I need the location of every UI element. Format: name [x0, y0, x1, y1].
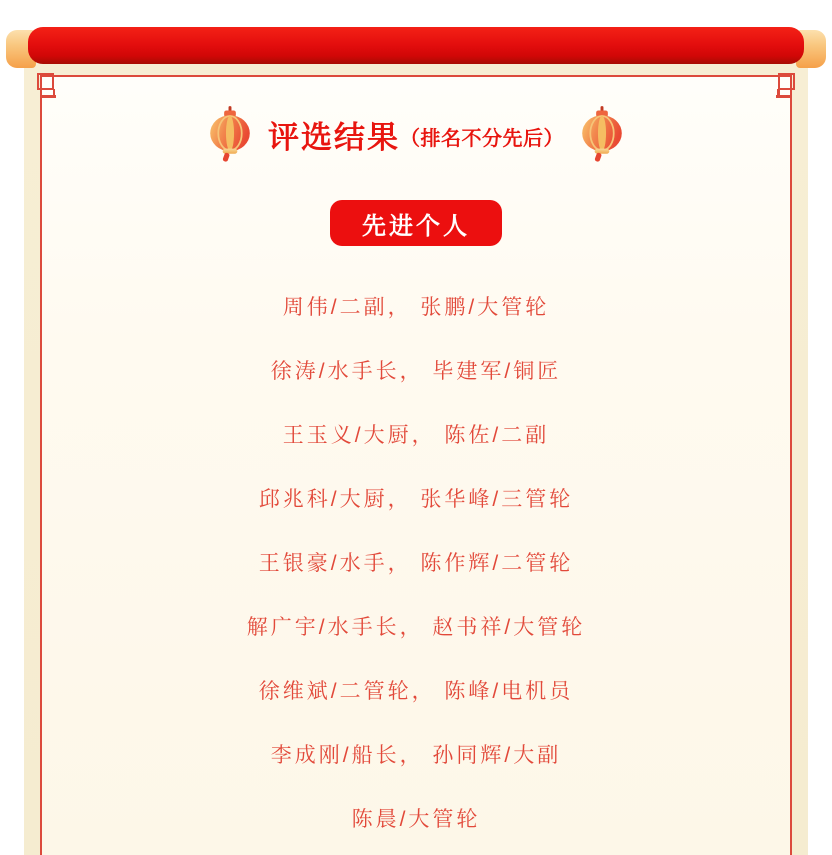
frame-corner-joint-left — [53, 89, 56, 96]
list-item: 周伟/二副， 张鹏/大管轮 — [282, 296, 550, 319]
list-item: 邱兆科/大厨， 张华峰/三管轮 — [258, 488, 574, 511]
list-item: 徐涛/水手长， 毕建军/铜匠 — [270, 360, 562, 383]
list-item: 陈晨/大管轮 — [351, 808, 481, 831]
paper-panel — [24, 58, 808, 855]
list-item: 李成刚/船长， 孙同辉/大副 — [270, 744, 562, 767]
frame-corner-ornament-left — [37, 73, 54, 90]
scroll-top-bar — [28, 27, 804, 64]
page-title-main: 评选结果 — [268, 119, 400, 155]
awardee-list — [24, 274, 808, 850]
page-title-sub: （排名不分先后） — [400, 127, 564, 150]
list-item: 解广宇/水手长， 赵书祥/大管轮 — [246, 616, 586, 639]
frame-corner-ornament-right — [778, 73, 795, 90]
lantern-icon — [580, 105, 624, 163]
category-badge: 先进个人 — [330, 200, 502, 246]
lantern-icon — [208, 105, 252, 163]
list-item: 王玉义/大厨， 陈佐/二副 — [282, 424, 550, 447]
list-item: 王银豪/水手， 陈作辉/二管轮 — [258, 552, 574, 575]
page-title — [268, 112, 564, 157]
title-row — [24, 104, 808, 164]
list-item: 徐维斌/二管轮， 陈峰/电机员 — [258, 680, 574, 703]
frame-corner-joint-right — [777, 89, 780, 96]
